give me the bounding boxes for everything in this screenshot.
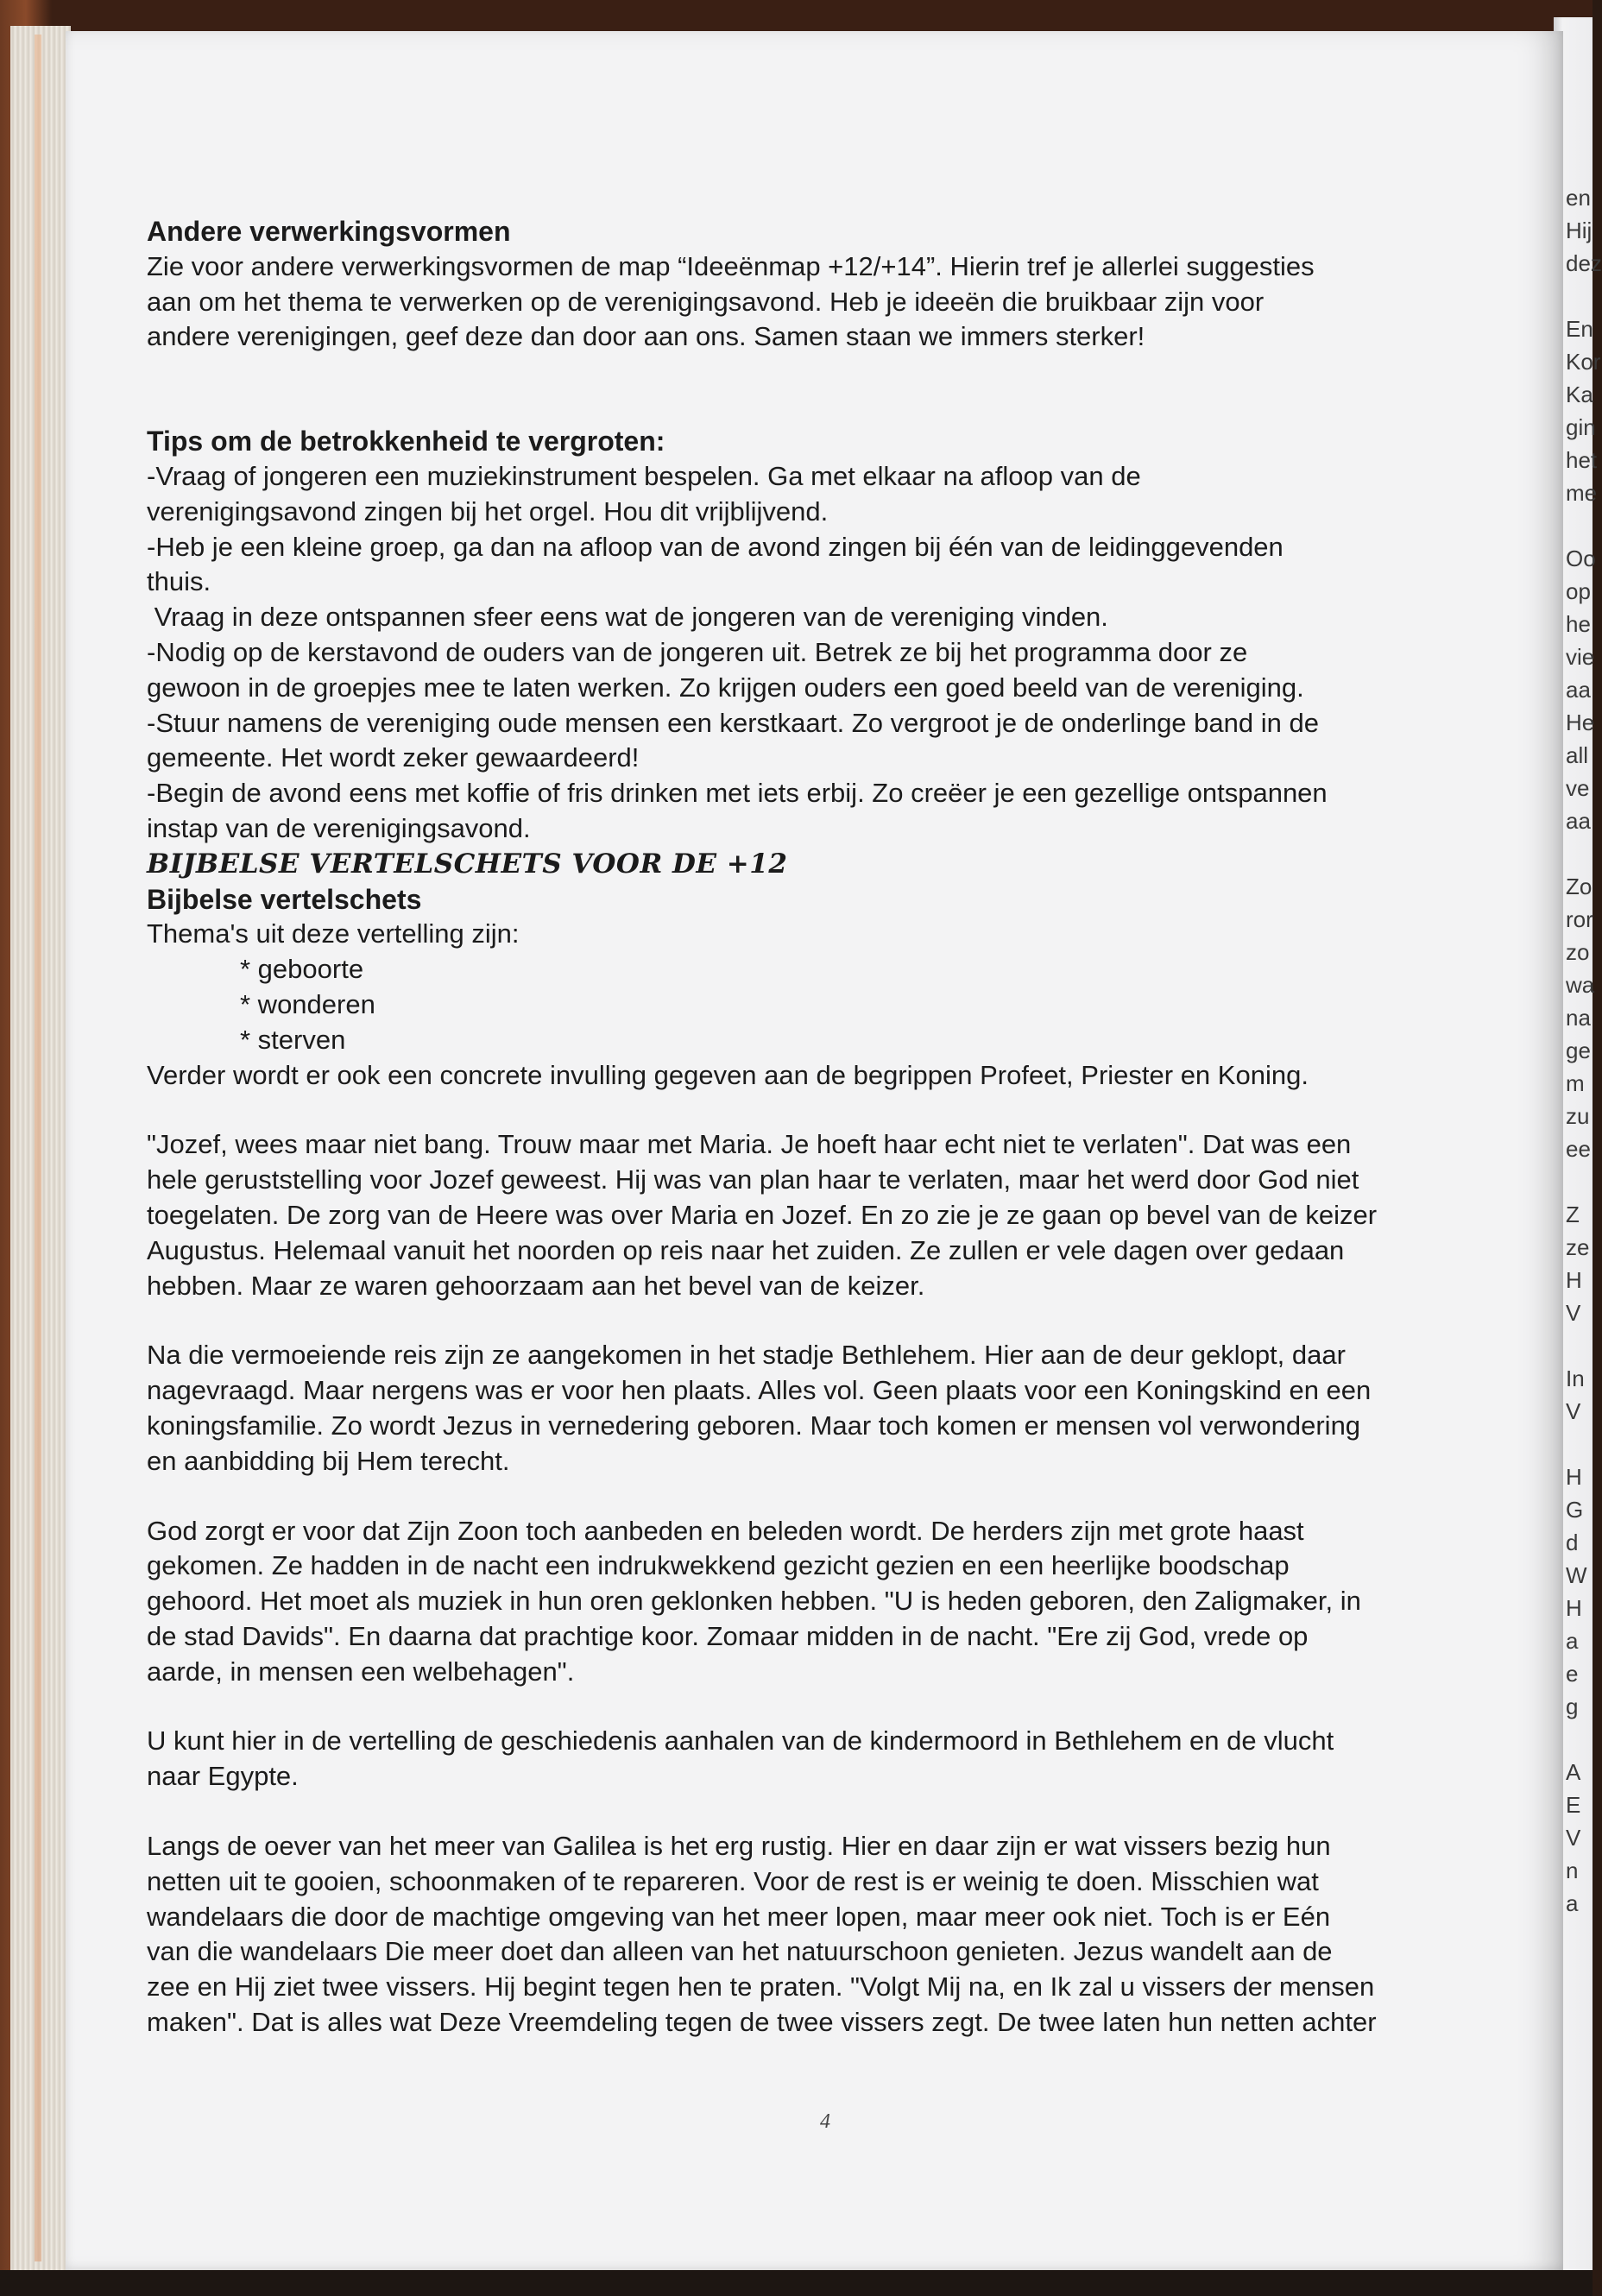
next-page-fragment: En xyxy=(1566,316,1593,342)
paragraph-herders xyxy=(147,1514,1519,1690)
text-line: Na die vermoeiende reis zijn ze aangekomen in het stadje Bethlehem. Hier aan de deur geklopt, daar xyxy=(147,1340,1346,1371)
next-page-fragment: H xyxy=(1566,1267,1582,1293)
next-page-fragment: g xyxy=(1566,1694,1579,1719)
section-title-tips: Tips om de betrokkenheid te vergroten: xyxy=(147,426,665,457)
next-page-fragment: d xyxy=(1566,1530,1579,1555)
next-page-fragment: aa xyxy=(1566,677,1591,703)
text-line: hele geruststelling voor Jozef geweest. Hij was van plan haar te verlaten, maar het werd door God niet xyxy=(147,1164,1359,1195)
next-page-fragment: a xyxy=(1566,1890,1579,1916)
next-page-fragment: ze xyxy=(1566,1234,1590,1260)
text-line: toegelaten. De zorg van de Heere was over Maria en Jozef. En zo zie je ze gaan op bevel van de keizer xyxy=(147,1199,1378,1230)
next-page-fragment: Ka xyxy=(1566,382,1593,407)
next-page-fragment: ve xyxy=(1566,775,1590,801)
page-edge-accent xyxy=(35,35,41,2261)
text-line: aan om het thema te verwerken op de verenigingsavond. Heb je ideeën die bruikbaar zijn voor xyxy=(147,286,1265,317)
paragraph-egypte xyxy=(147,1724,1519,1795)
next-page-fragment: He xyxy=(1566,710,1595,735)
text-line: gehoord. Het moet als muziek in hun oren geklonken hebben. "U is heden geboren, den Zaligmaker, in xyxy=(147,1586,1361,1617)
next-page-fragment: Z xyxy=(1566,1202,1580,1227)
next-page-fragment: V xyxy=(1566,1825,1581,1851)
page-number: 4 xyxy=(820,2110,830,2133)
next-page-fragments xyxy=(1566,181,1602,1920)
page-content xyxy=(147,214,1519,2041)
text-line: hebben. Maar ze waren gehoorzaam aan het bevel van de keizer. xyxy=(147,1270,925,1301)
paragraph-jozef xyxy=(147,1127,1519,1303)
next-page-fragment xyxy=(1566,509,1592,542)
text-line: verenigingsavond zingen bij het orgel. Hou dit vrijblijvend. xyxy=(147,495,829,527)
next-page-fragment: e xyxy=(1566,1661,1579,1687)
next-page-fragment: n xyxy=(1566,1858,1579,1883)
theme-bullet: * wonderen xyxy=(240,988,375,1019)
text-line: de stad Davids". En daarna dat prachtige koor. Zomaar midden in de nacht. "Ere zij God, vrede op xyxy=(147,1620,1309,1651)
next-page-fragment: het xyxy=(1566,447,1598,473)
next-page-fragment: zu xyxy=(1566,1103,1590,1129)
text-line: U kunt hier in de vertelling de geschiedenis aanhalen van de kindermoord in Bethlehem en de vlucht xyxy=(147,1725,1334,1757)
text-line: gewoon in de groepjes mee te laten werken. Zo krijgen ouders een goed beeld van de vereniging. xyxy=(147,672,1304,703)
text-line: nagevraagd. Maar nergens was er voor hen plaats. Alles vol. Geen plaats voor een Koningskind en een xyxy=(147,1375,1372,1406)
text-line: maken". Dat is alles wat Deze Vreemdeling tegen de twee vissers zegt. De twee laten hun netten achter xyxy=(147,2007,1377,2038)
text-line: Vraag in deze ontspannen sfeer eens wat de jongeren van de vereniging vinden. xyxy=(147,602,1108,633)
text-line: -Stuur namens de vereniging oude mensen een kerstkaart. Zo vergroot je de onderlinge band in de xyxy=(147,707,1319,738)
text-line: andere verenigingen, geef deze dan door aan ons. Samen staan we immers sterker! xyxy=(147,321,1145,352)
next-page-fragment: me xyxy=(1566,480,1598,506)
text-line: gemeente. Het wordt zeker gewaardeerd! xyxy=(147,742,640,773)
next-page-fragment xyxy=(1566,837,1592,870)
text-line: Verder wordt er ook een concrete invulling gegeven aan de begrippen Profeet, Priester en Koning. xyxy=(147,1059,1309,1090)
next-page-fragment: dez xyxy=(1566,250,1602,276)
text-line: thuis. xyxy=(147,566,211,597)
paragraph-galilea xyxy=(147,1829,1519,2041)
next-page-fragment: vie xyxy=(1566,644,1595,670)
next-page-fragment: G xyxy=(1566,1497,1584,1523)
next-page-fragment xyxy=(1566,1428,1592,1460)
next-page-fragment: a xyxy=(1566,1628,1579,1654)
next-page-fragment: H xyxy=(1566,1595,1582,1621)
section-title-bijbelse-vertelschets-voor-de-12: BIJBELSE VERTELSCHETS VOOR DE +12 xyxy=(147,848,788,880)
scan-bottom-edge xyxy=(0,2270,1593,2296)
text-line: naar Egypte. xyxy=(147,1761,299,1792)
text-line: -Heb je een kleine groep, ga dan na afloop van de avond zingen bij één van de leidinggevenden xyxy=(147,531,1283,562)
paragraph-bethlehem xyxy=(147,1338,1519,1479)
text-line: Zie voor andere verwerkingsvormen de map “Ideeënmap +12/+14”. Hierin tref je allerlei suggesties xyxy=(147,250,1315,281)
theme-bullet: * sterven xyxy=(240,1024,346,1055)
next-page-fragment: V xyxy=(1566,1398,1581,1424)
next-page-fragment: zo xyxy=(1566,939,1590,965)
next-page-fragment: V xyxy=(1566,1300,1581,1326)
next-page-fragment: ror xyxy=(1566,906,1593,932)
next-page-fragment: W xyxy=(1566,1562,1587,1588)
next-page-fragment: all xyxy=(1566,742,1589,768)
text-line: -Nodig op de kerstavond de ouders van de jongeren uit. Betrek ze bij het programma door ze xyxy=(147,636,1248,667)
text-line: en aanbidding bij Hem terecht. xyxy=(147,1445,510,1476)
next-page-fragment xyxy=(1566,1165,1592,1198)
text-line: gekomen. Ze hadden in de nacht een indrukwekkend gezicht gezien en een heerlijke boodschap xyxy=(147,1550,1290,1581)
text-line: koningsfamilie. Zo wordt Jezus in vernedering geboren. Maar toch komen er mensen vol verwondering xyxy=(147,1410,1361,1441)
text-line: "Jozef, wees maar niet bang. Trouw maar met Maria. Je hoeft haar echt niet te verlaten". Dat was een xyxy=(147,1129,1352,1160)
text-line: instap van de verenigingsavond. xyxy=(147,812,531,843)
text-line: wandelaars die door de machtige omgeving van het meer lopen, maar meer ook niet. Toch is er Eén xyxy=(147,1901,1331,1932)
next-page-fragment: A xyxy=(1566,1759,1581,1785)
next-page-fragment: ge xyxy=(1566,1038,1591,1063)
next-page-fragment: E xyxy=(1566,1792,1581,1818)
next-page-fragment xyxy=(1566,1329,1592,1362)
subsection-title-bijbelse-vertelschets: Bijbelse vertelschets xyxy=(147,883,422,915)
next-page-fragment: aa xyxy=(1566,808,1591,834)
next-page-fragment: Oo xyxy=(1566,546,1596,571)
next-page-fragment xyxy=(1566,280,1592,312)
next-page-fragment: Kor xyxy=(1566,349,1601,375)
theme-bullet: * geboorte xyxy=(240,954,364,985)
next-page-fragment: en xyxy=(1566,185,1591,211)
text-line: netten uit te gooien, schoonmaken of te repareren. Voor de rest is er weinig te doen. Misschien wat xyxy=(147,1865,1319,1896)
next-page-fragment: Hij xyxy=(1566,218,1593,243)
text-line: -Vraag of jongeren een muziekinstrument bespelen. Ga met elkaar na afloop van de xyxy=(147,460,1141,491)
next-page-fragment: In xyxy=(1566,1366,1585,1391)
text-line: van die wandelaars Die meer doet dan alleen van het natuurschoon genieten. Jezus wandelt aan de xyxy=(147,1936,1333,1967)
next-page-fragment xyxy=(1566,1723,1592,1756)
next-page-fragment: wa xyxy=(1566,972,1595,998)
next-page-fragment: op xyxy=(1566,578,1591,604)
next-page-fragment: m xyxy=(1566,1070,1585,1096)
text-line: aarde, in mensen een welbehagen". xyxy=(147,1656,575,1687)
themes-intro: Thema's uit deze vertelling zijn: xyxy=(147,918,520,949)
text-line: Augustus. Helemaal vanuit het noorden op reis naar het zuiden. Ze zullen er vele dagen over gedaan xyxy=(147,1234,1345,1265)
section-title-verwerkingsvormen: Andere verwerkingsvormen xyxy=(147,216,511,247)
text-line: Langs de oever van het meer van Galilea is het erg rustig. Hier en daar zijn er wat vissers bezig hun xyxy=(147,1831,1331,1862)
next-page-fragment: Zo xyxy=(1566,874,1593,899)
text-line: God zorgt er voor dat Zijn Zoon toch aanbeden en beleden wordt. De herders zijn met grote haast xyxy=(147,1515,1304,1546)
next-page-fragment: he xyxy=(1566,611,1591,637)
text-line: zee en Hij ziet twee vissers. Hij begint tegen hen te praten. "Volgt Mij na, en Ik zal u vissers der mensen xyxy=(147,1971,1375,2003)
next-page-fragment: H xyxy=(1566,1464,1582,1490)
next-page-fragment: na xyxy=(1566,1005,1591,1031)
next-page-fragment: gin xyxy=(1566,414,1596,440)
next-page-fragment: ee xyxy=(1566,1136,1591,1162)
text-line: -Begin de avond eens met koffie of fris drinken met iets erbij. Zo creëer je een gezellige ontspannen xyxy=(147,778,1328,809)
